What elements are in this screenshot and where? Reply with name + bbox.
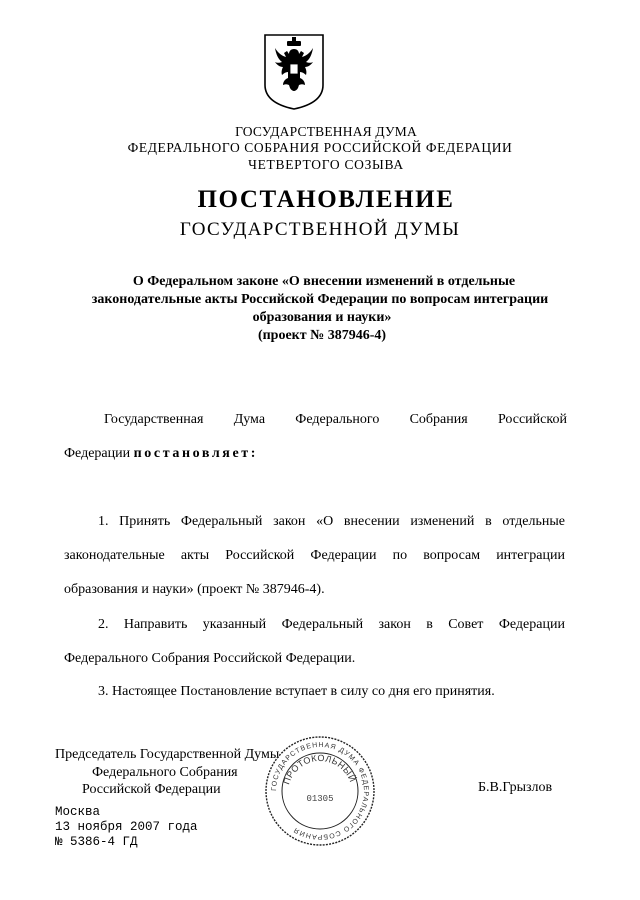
item-word: Направить <box>123 617 188 632</box>
header-line-convocation: ЧЕТВЕРТОГО СОЗЫВА <box>248 157 404 172</box>
subject-line-1: О Федеральном законе «О внесении изменений в отдельные <box>132 274 516 289</box>
stamp-center-text: ПРОТОКОЛЬНЫЙ <box>281 752 358 786</box>
item-2-line-1 <box>98 617 565 633</box>
document-title: ПОСТАНОВЛЕНИЕ <box>197 186 455 213</box>
preamble-verb: постановляет: <box>133 446 259 461</box>
preamble-word: Российской <box>497 412 567 427</box>
item-1-line-1 <box>98 514 565 530</box>
signature-title-line-3: Российской Федерации <box>82 782 221 797</box>
item-2-line-2: Федерального Собрания Российской Федерации. <box>64 651 356 666</box>
coat-of-arms-emblem <box>263 33 325 111</box>
preamble-word: Дума <box>233 412 266 427</box>
stamp-number: 01305 <box>306 794 334 804</box>
item-word: по <box>392 548 408 563</box>
preamble-continuation: Федерации <box>64 446 131 461</box>
item-word: Федерации <box>310 548 377 563</box>
item-word: Федерации <box>498 617 565 632</box>
footer-number: № 5386-4 ГД <box>55 835 138 849</box>
item-word: интеграции <box>496 548 565 563</box>
item-word: указанный <box>202 617 267 632</box>
item-word: вопросам <box>423 548 481 563</box>
header-line-assembly: ФЕДЕРАЛЬНОГО СОБРАНИЯ РОССИЙСКОЙ ФЕДЕРАЦИИ <box>127 140 513 155</box>
item-1-line-2 <box>64 548 565 564</box>
item-word: Федеральный <box>180 514 263 529</box>
stamp-ring-text: ГОСУДАРСТВЕННАЯ ДУМА ФЕДЕРАЛЬНОГО СОБРАНИЯ <box>270 741 370 841</box>
item-3: 3. Настоящее Постановление вступает в силу со дня его принятия. <box>98 684 495 699</box>
item-word: «О <box>316 514 334 529</box>
signer-name: Б.В.Грызлов <box>478 780 553 795</box>
item-word: закон <box>273 514 306 529</box>
subject-line-2: законодательные акты Российской Федерации по вопросам интеграции <box>91 292 549 307</box>
item-word: изменений <box>410 514 475 529</box>
footer-city: Москва <box>55 805 101 819</box>
subject-draft-number: (проект № 387946-4) <box>257 328 387 343</box>
item-1-line-3: образования и науки» (проект № 387946-4). <box>64 582 325 597</box>
item-word: Принять <box>119 514 171 529</box>
signature-title-line-1: Председатель Государственной Думы <box>55 747 280 762</box>
item-word: в <box>426 617 433 632</box>
item-word: 1. <box>98 514 109 529</box>
preamble-line-2 <box>64 446 258 462</box>
official-stamp <box>262 733 378 849</box>
item-word: закон <box>378 617 411 632</box>
preamble-word: Собрания <box>409 412 468 427</box>
preamble-word: Федерального <box>295 412 380 427</box>
item-word: 2. <box>98 617 109 632</box>
document-subtitle: ГОСУДАРСТВЕННОЙ ДУМЫ <box>179 219 461 240</box>
item-word: отдельные <box>502 514 565 529</box>
preamble-line-1 <box>104 412 567 428</box>
item-word: Совет <box>448 617 484 632</box>
item-word: Российской <box>225 548 295 563</box>
preamble-word: Государственная <box>104 412 204 427</box>
item-word: Федеральный <box>281 617 364 632</box>
footer-date: 13 ноября 2007 года <box>55 820 198 834</box>
item-word: законодательные <box>64 548 165 563</box>
item-word: акты <box>180 548 210 563</box>
header-line-duma: ГОСУДАРСТВЕННАЯ ДУМА <box>235 124 417 139</box>
subject-line-3: образования и науки» <box>252 310 392 325</box>
signature-title-line-2: Федерального Собрания <box>92 765 238 780</box>
item-word: в <box>485 514 492 529</box>
item-word: внесении <box>343 514 400 529</box>
